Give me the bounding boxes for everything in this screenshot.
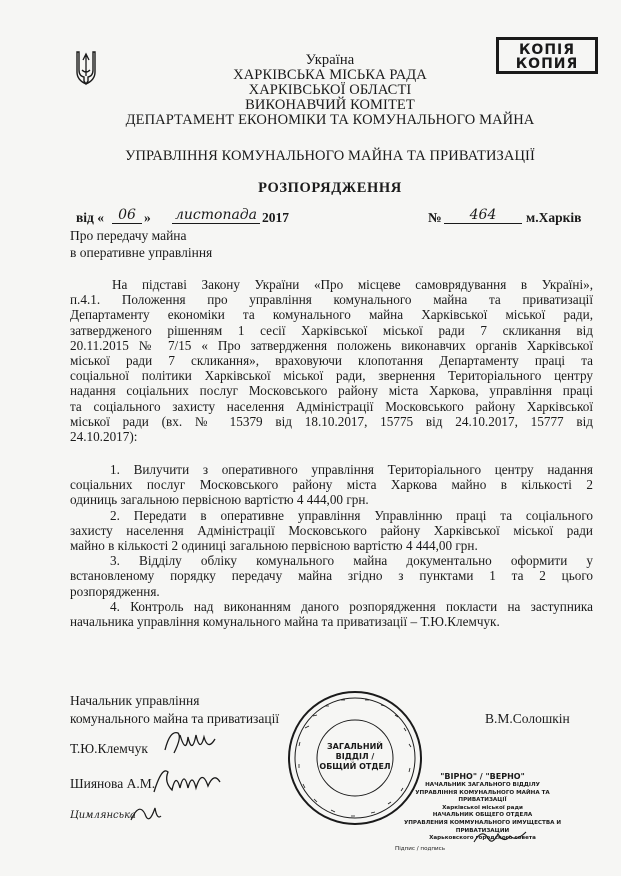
decree-item-3 xyxy=(70,553,593,599)
date-day: 06 xyxy=(112,207,142,224)
preamble-line: та соціального захисту населення Адміністрації Московського району Харківської xyxy=(70,398,593,414)
seal-line3: ОБЩИЙ ОТДЕЛ xyxy=(319,762,391,771)
decree-item-line: майно в кількості 2 одиниці загальною первісною вартістю 4 444,00 грн. xyxy=(70,538,478,554)
seal-line1: ЗАГАЛЬНИЙ xyxy=(327,742,383,751)
preamble-line: соціальної політики Харківської міської ради, звернення Територіального центру xyxy=(70,368,593,384)
preamble-paragraph xyxy=(70,277,593,444)
preamble-line: На підставі Закону України «Про місцеве самоврядування в Україні», xyxy=(112,277,593,292)
copy-stamp-line2: КОПИЯ xyxy=(515,56,579,72)
header-country: Україна xyxy=(305,52,355,68)
approver-klemchuk: Т.Ю.Клемчук xyxy=(70,741,148,756)
signatory-title-line1: Начальник управління xyxy=(70,693,200,708)
number-label: № xyxy=(428,210,442,225)
copy-stamp-line1: КОПІЯ xyxy=(518,42,576,58)
decree-item-line: начальника управління комунального майна та приватизації – Т.Ю.Клемчук. xyxy=(70,614,500,630)
preamble-line: міської ради 7 скликання», враховуючи клопотання Департаменту праці та xyxy=(70,353,593,369)
preamble-line: міської ради (вх. № 15379 від 18.10.2017, 15775 від 24.10.2017, 15777 від xyxy=(70,413,593,429)
signatory-title-line2: комунального майна та приватизації xyxy=(70,711,280,726)
decree-item-line: одиниць загальною первісною вартістю 4 444,00 грн. xyxy=(70,492,369,508)
round-seal-center xyxy=(317,742,393,772)
signature-klemchuk-icon xyxy=(160,725,220,760)
header-division: УПРАВЛІННЯ КОМУНАЛЬНОГО МАЙНА ТА ПРИВАТИЗАЦІЇ xyxy=(125,148,535,164)
verified-signature-label: Підпис / подпись xyxy=(395,845,446,852)
header-department: ДЕПАРТАМЕНТ ЕКОНОМІКИ ТА КОМУНАЛЬНОГО МАЙНА xyxy=(125,112,535,128)
decree-item-line: 4. Контроль над виконанням даного розпорядження покласти на заступника xyxy=(110,598,593,614)
date-month: листопада xyxy=(172,207,260,224)
verified-line4: Харківської міської ради xyxy=(442,804,523,811)
verified-line3: УПРАВЛІННЯ КОМУНАЛЬНОГО МАЙНА ТА ПРИВАТИЗАЦІЇ xyxy=(415,789,550,804)
document-number: 464 xyxy=(444,207,522,224)
preamble-line: надання соціальних послуг Московського району міста Харкова, управління праці xyxy=(70,383,593,399)
signature-shiianova-icon xyxy=(150,762,225,802)
city: м.Харків xyxy=(526,210,582,225)
decree-item-line: захисту населення Адміністрації Московського району Харківської міської ради xyxy=(70,522,593,538)
decree-item-line: 2. Передати в оперативне управління Управлінню праці та соціального xyxy=(110,507,593,523)
header-region: ХАРКІВСЬКОЇ ОБЛАСТІ xyxy=(248,82,412,98)
signature-tsymlianska-icon xyxy=(125,800,165,830)
verified-line2: НАЧАЛЬНИК ЗАГАЛЬНОГО ВІДДІЛУ xyxy=(425,782,540,788)
date-year: 2017 xyxy=(262,210,289,225)
subject xyxy=(70,227,212,261)
date-mid: » xyxy=(144,210,151,225)
verified-line5: НАЧАЛЬНИК ОБЩЕГО ОТДЕЛА xyxy=(432,812,533,819)
document-title: РОЗПОРЯДЖЕННЯ xyxy=(258,180,402,196)
seal-line2: ВІДДІЛ / xyxy=(335,752,375,761)
verified-signature-icon xyxy=(470,826,530,848)
preamble-line: затвердженого рішенням 1 сесії Харківської міської ради 7 скликання від xyxy=(70,322,593,338)
approver-shiianova: Шиянова А.М. xyxy=(70,776,156,791)
decree-item-1 xyxy=(70,462,593,508)
subject-line2: в оперативне управління xyxy=(70,245,213,260)
decree-item-4 xyxy=(70,599,593,629)
preamble-line: 20.11.2015 № 7/15 « Про затвердження положень виконавчих органів Харківської xyxy=(70,337,593,353)
decree-item-2 xyxy=(70,508,593,554)
decree-item-line: соціальних послуг Московського району міста Харкова майно в кількості 2 xyxy=(70,477,593,493)
date-prefix: від « xyxy=(76,210,104,225)
subject-line1: Про передачу майна xyxy=(70,228,187,243)
decree-items xyxy=(70,462,593,629)
decree-item-line: 3. Відділу обліку комунального майна документально оформити у xyxy=(110,553,593,569)
verified-title: "ВІРНО" / "ВЕРНО" xyxy=(440,772,525,781)
approver-tsymlianska: Цимлянська xyxy=(70,810,137,821)
date-number-row xyxy=(76,207,616,228)
preamble-line: Департаменту економіки та комунального майна Харківської міської ради, xyxy=(70,307,593,323)
header-committee: ВИКОНАВЧИЙ КОМІТЕТ xyxy=(245,97,415,113)
decree-item-line: встановленому порядку передачу майна згідно з пунктами 1 та 2 цього xyxy=(70,568,593,584)
decree-item-line: 1. Вилучити з оперативного управління Територіального центру надання xyxy=(110,462,593,477)
header-council: ХАРКІВСЬКА МІСЬКА РАДА xyxy=(233,67,427,83)
preamble-line: п.4.1. Положення про управління комунального майна та приватизації xyxy=(70,292,593,308)
signatory-name: В.М.Солошкін xyxy=(485,711,570,726)
preamble-line: 24.10.2017): xyxy=(70,429,138,445)
verified-line6: УПРАВЛЕНИЯ КОММУНАЛЬНОГО ИМУЩЕСТВА И ПРИВАТИЗАЦИИ xyxy=(403,819,562,834)
verified-line7: Харьковского городского совета xyxy=(429,835,536,842)
decree-item-line: розпорядження. xyxy=(70,583,160,599)
